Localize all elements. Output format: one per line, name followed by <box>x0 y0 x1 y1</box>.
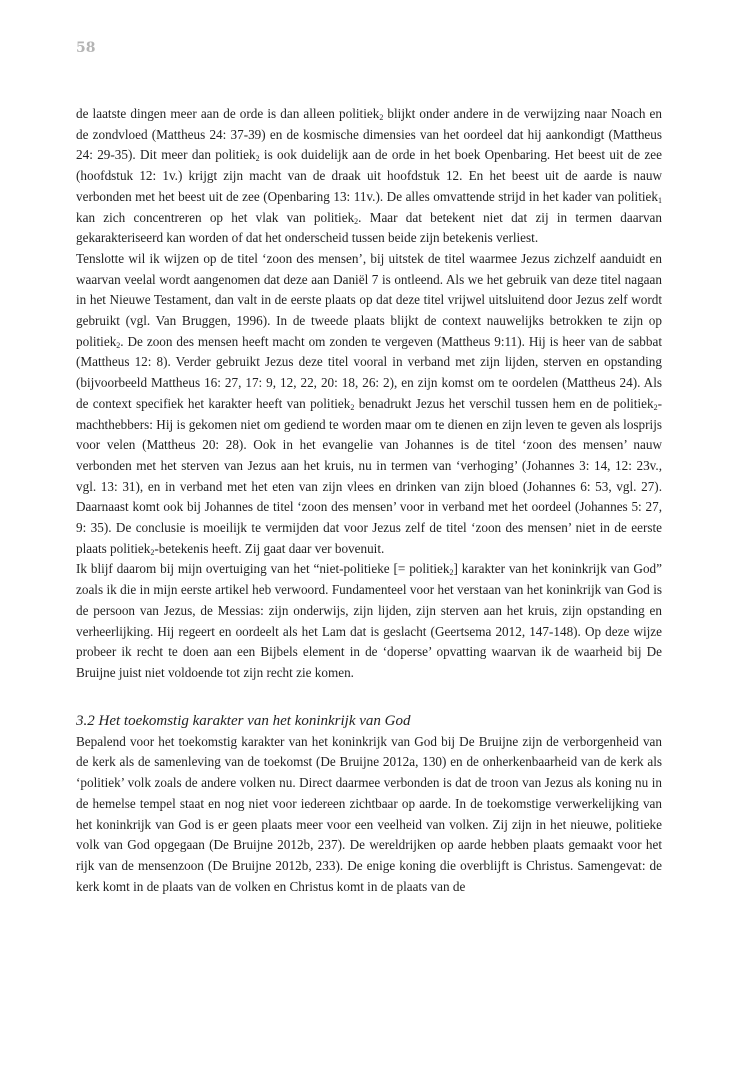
subscript: 2 <box>354 216 359 226</box>
subscript: 1 <box>658 195 662 205</box>
text-run: ] karakter van het koninkrijk van God” zoals ik die in mijn eerste artikel heb verwoord. Fundamenteel voor het verstaan van het koninkrijk van God is de persoon van Jezus, de Messias: zijn onderwijs, zijn lijden, zijn sterven aan het kruis, zijn opstanding en verheerlijking. Hij regeert en oordeelt als het Lam dat is geslacht (Geertsema 2012, 147-148). Op deze wijze probeer ik recht te doen aan een Bijbels element in de ‘doperse’ opvatting waarvan ik de waarheid bij De Bruijne juist niet voldoende tot zijn recht zie komen. <box>76 561 663 680</box>
subscript: 2 <box>150 547 155 557</box>
text-run: benadrukt Jezus het verschil tussen hem en de politiek <box>354 395 654 411</box>
text-run: . De zoon des mensen heeft macht om zonden te vergeven (Mattheus 9:11). Hij is heer van de sabbat (Mattheus 12: 8). Verder gebruikt Jezus deze titel vooral in verband met zijn lijden, sterven en opstanding (bijvoorbeeld Mattheus 16: 27, 17: 9, 12, 22, 20: 18, 26: 2), en zijn komst om te oordelen (Mattheus 24). Als de context specifiek het karakter heeft van politiek <box>76 333 662 411</box>
body-text <box>76 104 662 897</box>
subscript: 2 <box>449 568 454 578</box>
text-run: Ik blijf daarom bij mijn overtuiging van het “niet-politieke [= politiek <box>76 561 450 577</box>
text-run: blijkt onder andere in de verwijzing naar Noach en de zondvloed (Mattheus 24: 37-39) en de kosmische dimensies van het oordeel dat hij aankondigt (Mattheus 24: 29-35). Dit meer dan politiek <box>76 106 662 163</box>
text-run: kan zich concentreren op het vlak van politiek <box>76 209 355 225</box>
subscript: 2 <box>350 402 355 412</box>
page-number: 58 <box>76 40 96 56</box>
paragraph-4: Bepalend voor het toekomstig karakter van het koninkrijk van God bij De Bruijne zijn de verborgenheid van de kerk als de samenleving van de toekomst (De Bruijne 2012a, 130) en de onherkenbaarheid van de kerk als ‘politiek’ volk zoals de andere volken nu. Direct daarmee verbonden is dat de troon van Jezus als koning nu in de hemelse tempel staat en nog niet voor iedereen zichtbaar op aarde. In de toekomstige verwerkelijking van het koninkrijk van God is er geen plaats meer voor een veelheid van volken. Zij zijn in het nieuwe, politieke volk van God opgegaan (De Bruijne 2012b, 237). De wereldrijken op aarde hebben plaats gemaakt voor het rijk van de mensenzoon (De Bruijne 2012b, 233). De enige koning die overblijft is Christus. Samengevat: de kerk komt in de plaats van de volken en Christus komt in de plaats van de <box>76 733 662 894</box>
paragraph-2 <box>76 249 662 560</box>
text-run: -machthebbers: Hij is gekomen niet om gediend te worden maar om te dienen en zijn leven te geven als losprijs voor velen (Mattheus 20: 28). Ook in het evangelie van Johannes is de titel ‘zoon des mensen’ nauw verbonden met het sterven van Jezus aan het kruis, nu in termen van ‘verhoging’ (Johannes 3: 14, 12: 23v., vgl. 13: 31), en in verband met het eten van zijn vlees en drinken van zijn bloed (Johannes 6: 53, vgl. 27). Daarnaast komt ook bij Johannes de titel ‘zoon des mensen’ voor in verband met het oordeel (Johannes 5: 27, 9: 35). De conclusie is moeilijk te vermijden dat voor Jezus zelf de titel ‘zoon des mensen’ niet in de eerste plaats politiek <box>76 395 662 556</box>
subscript: 2 <box>653 402 658 412</box>
subscript: 2 <box>379 113 384 122</box>
section-heading: 3.2 Het toekomstig karakter van het koninkrijk van God <box>76 712 411 729</box>
paragraph-3 <box>76 559 662 683</box>
text-run: is ook duidelijk aan de orde in het boek Openbaring. Het beest uit de zee (hoofdstuk 12: 1v.) krijgt zijn macht van de draak uit hoofdstuk 12. En het beest uit de aarde is nauw verbonden met het beest uit de zee (Openbaring 13: 11v.). De alles omvattende strijd in het kader van politiek <box>76 147 662 204</box>
paragraph-1 <box>76 104 662 249</box>
text-run: . Maar dat betekent niet dat zij in termen daarvan gekarakteriseerd kan worden of dat het onderscheid tussen beide zijn betekenis verliest. <box>76 209 662 246</box>
text-run: Tenslotte wil ik wijzen op de titel ‘zoon des mensen’, bij uitstek de titel waarmee Jezus zichzelf aanduidt en waarvan veelal wordt aangenomen dat deze aan Daniël 7 is ontleend. Als we het gebruik van deze titel nagaan in het Nieuwe Testament, dan valt in de eerste plaats op dat deze titel vrijwel uitsluitend door Jezus zelf wordt gebruikt (vgl. Van Bruggen, 1996). In de tweede plaats blijkt de context nauwelijks betrokken te zijn op politiek <box>76 250 662 349</box>
text-run: de laatste dingen meer aan de orde is dan alleen politiek <box>76 106 380 121</box>
subscript: 2 <box>116 340 121 350</box>
text-run: -betekenis heeft. Zij gaat daar ver bovenuit. <box>154 540 385 556</box>
subscript: 2 <box>255 154 260 164</box>
